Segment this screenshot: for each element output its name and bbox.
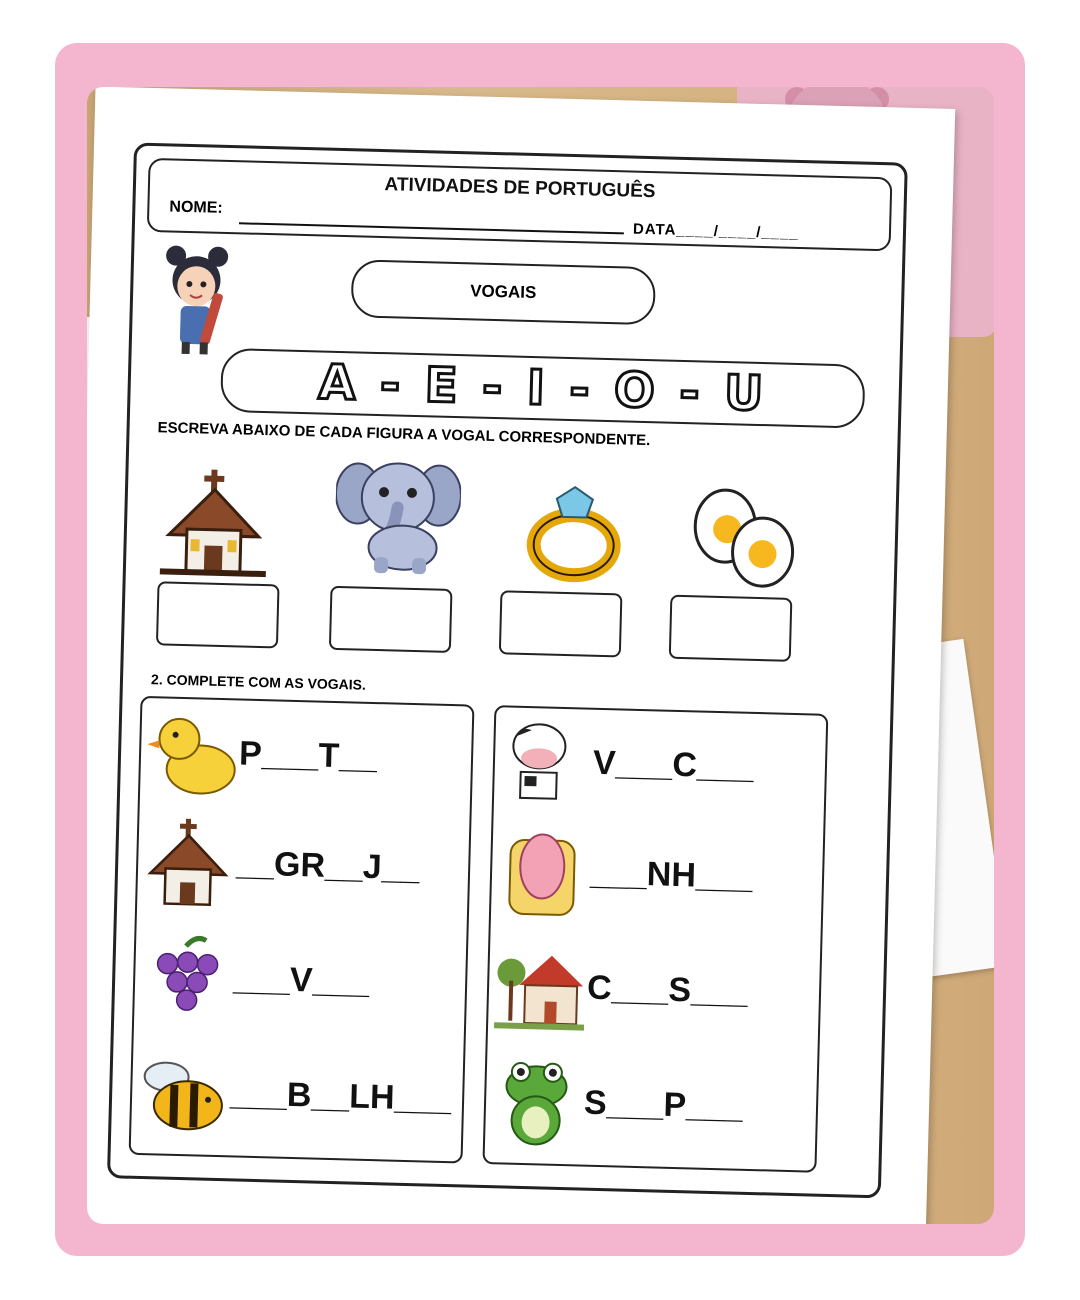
nome-label: NOME: <box>169 198 223 217</box>
answer-box-1[interactable] <box>156 581 280 648</box>
answer-box-3[interactable] <box>499 590 623 657</box>
instruction-2: 2. COMPLETE COM AS VOGAIS. <box>150 671 367 693</box>
list-item <box>140 698 473 817</box>
church-icon <box>141 816 235 910</box>
list-item <box>134 923 467 1042</box>
list-item <box>485 1047 818 1166</box>
photo <box>87 87 994 1224</box>
girl-with-pencil-icon <box>159 241 240 358</box>
section-title: VOGAIS <box>351 259 656 325</box>
grapes-icon <box>138 931 232 1025</box>
list-item <box>491 817 824 936</box>
list-item <box>488 932 821 1051</box>
house-icon <box>492 940 586 1034</box>
header-box <box>147 158 893 251</box>
answer-box-4[interactable] <box>669 595 793 662</box>
instruction-1: ESCREVA ABAIXO DE CADA FIGURA A VOGAL CORRESPONDENTE. <box>157 419 651 450</box>
ring-icon <box>521 476 634 589</box>
nome-field[interactable] <box>239 222 624 234</box>
word-house: C___S___ <box>586 968 749 1011</box>
frog-icon <box>489 1055 583 1149</box>
duck-icon <box>144 706 238 800</box>
worksheet-border <box>107 143 908 1199</box>
word-church: __GR__J__ <box>235 844 421 888</box>
elephant-icon <box>334 451 462 579</box>
word-frog: S___P___ <box>583 1083 744 1126</box>
worksheet-title: ATIVIDADES DE PORTUGUÊS <box>384 174 656 203</box>
word-duck: P___T__ <box>238 734 378 777</box>
list-item <box>137 808 470 927</box>
egg-icon <box>686 480 799 593</box>
cow-icon <box>498 715 592 809</box>
word-grapes: ___V___ <box>232 959 370 1001</box>
word-cow: V___C___ <box>592 743 755 786</box>
right-column-box <box>482 705 828 1173</box>
bee-icon <box>135 1046 229 1140</box>
church-icon <box>158 466 271 579</box>
answer-box-2[interactable] <box>329 586 453 653</box>
vowels-banner-box <box>220 348 865 429</box>
word-nail: ___NH___ <box>589 853 754 896</box>
word-bee: ___B__LH___ <box>229 1074 452 1119</box>
worksheet <box>87 87 955 1224</box>
data-field[interactable]: DATA____/____/____ <box>632 220 800 242</box>
list-item <box>494 707 827 826</box>
list-item <box>131 1038 464 1157</box>
fingernail-icon <box>495 825 589 919</box>
vowels-banner: A - E - I - O - U <box>317 354 768 423</box>
left-column-box <box>129 696 475 1164</box>
